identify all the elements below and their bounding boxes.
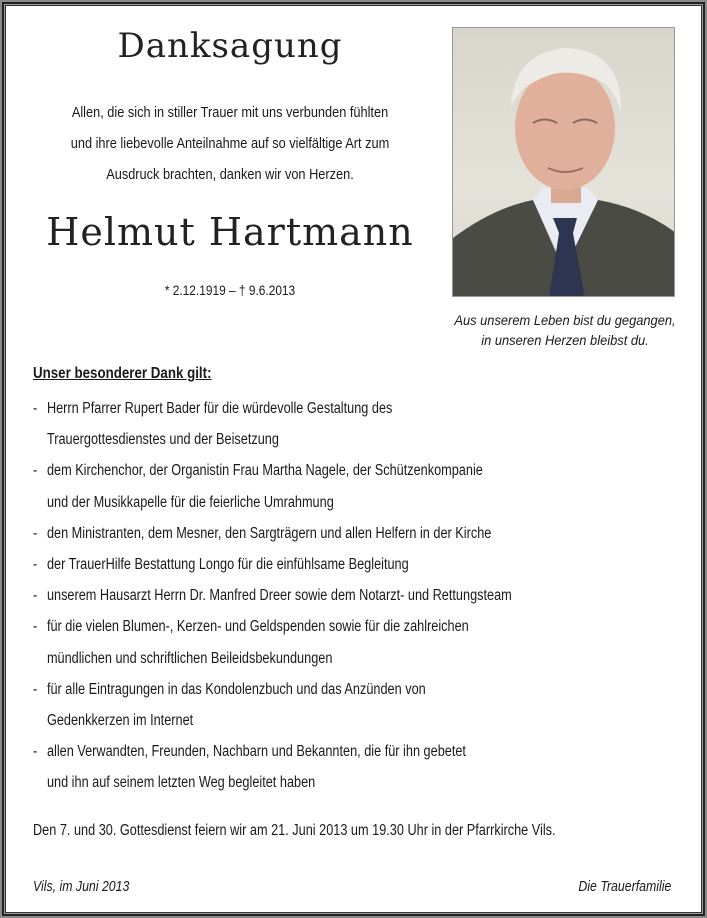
portrait-illustration (453, 28, 675, 297)
list-item (33, 518, 640, 549)
dash-bullet: - (33, 524, 38, 542)
list-item (33, 674, 640, 736)
dash-bullet: - (33, 680, 38, 698)
photo-caption (441, 310, 689, 350)
notice-title: Danksagung (117, 26, 343, 66)
item-line: für alle Eintragungen in das Kondolenzbuch und das Anzünden von (46, 680, 426, 698)
item-line: der TrauerHilfe Bestattung Longo für die einfühlsame Begleitung (46, 556, 409, 574)
place-date: Vils, im Juni 2013 (33, 879, 130, 895)
signature: Die Trauerfamilie (578, 879, 671, 895)
item-line: und ihn auf seinem letzten Weg begleitet haben (46, 774, 316, 792)
life-dates: * 2.12.1919 – † 9.6.2013 (164, 282, 296, 298)
item-line: Trauergottesdienstes und der Beisetzung (46, 431, 279, 449)
item-line: mündlichen und schriftlichen Beileidsbekundungen (46, 649, 333, 667)
thanks-heading: Unser besonderer Dank gilt: (33, 365, 212, 382)
item-line: den Ministranten, dem Mesner, den Sargträgern und allen Helfern in der Kirche (46, 524, 492, 542)
list-item (33, 736, 640, 798)
dash-bullet: - (33, 743, 38, 761)
caption-line: Aus unserem Leben bist du gegangen, (454, 312, 676, 328)
item-line: unserem Hausarzt Herrn Dr. Manfred Dreer sowie dem Notarzt- und Rettungsteam (46, 587, 512, 605)
list-item (33, 611, 640, 673)
dash-bullet: - (33, 462, 38, 480)
portrait-photo (452, 27, 675, 297)
list-item (33, 455, 640, 517)
item-line: für die vielen Blumen-, Kerzen- und Geldspenden sowie für die zahlreichen (46, 618, 469, 636)
dash-bullet: - (33, 556, 38, 574)
intro-line: Allen, die sich in stiller Trauer mit uns verbunden fühlten (71, 105, 389, 121)
dash-bullet: - (33, 400, 38, 417)
dash-bullet: - (33, 587, 38, 605)
caption-line: in unseren Herzen bleibst du. (481, 332, 649, 348)
item-line: dem Kirchenchor, der Organistin Frau Martha Nagele, der Schützenkompanie (46, 462, 483, 480)
item-line: allen Verwandten, Freunden, Nachbarn und Bekannten, die für ihn gebetet (46, 743, 466, 761)
service-announcement: Den 7. und 30. Gottesdienst feiern wir am 21. Juni 2013 um 19.30 Uhr in der Pfarrkirche Vils. (33, 822, 556, 839)
list-item (33, 393, 640, 455)
item-line: Herrn Pfarrer Rupert Bader für die würdevolle Gestaltung des (46, 400, 393, 417)
list-item (33, 580, 640, 611)
dash-bullet: - (33, 618, 38, 636)
intro-text (45, 98, 415, 191)
deceased-name: Helmut Hartmann (46, 210, 414, 254)
item-line: Gedenkkerzen im Internet (46, 712, 194, 730)
thanks-list (33, 393, 640, 799)
item-line: und der Musikkapelle für die feierliche Umrahmung (46, 493, 334, 511)
intro-line: Ausdruck brachten, danken wir von Herzen. (106, 167, 354, 183)
list-item (33, 549, 640, 580)
intro-line: und ihre liebevolle Anteilnahme auf so vielfältige Art zum (70, 136, 390, 152)
